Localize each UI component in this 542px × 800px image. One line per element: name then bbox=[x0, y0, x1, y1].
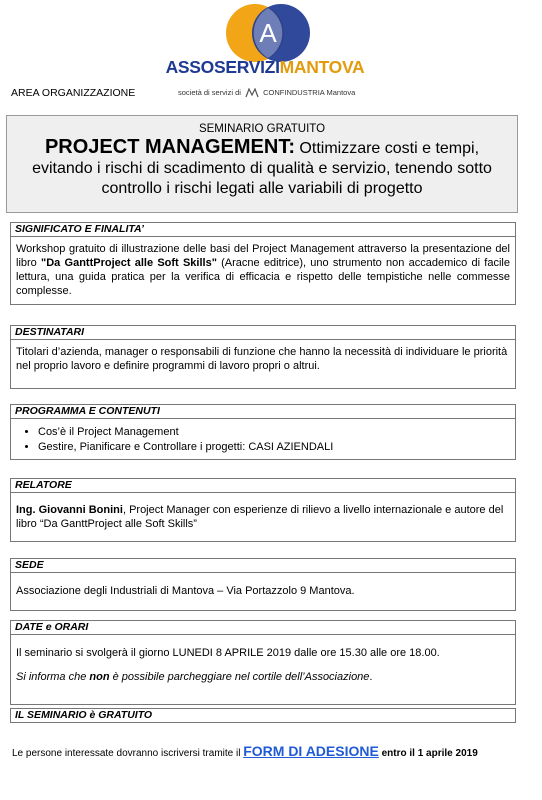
section-body bbox=[10, 492, 516, 542]
speaker-bio: , Project Manager con esperienze di rilievo a livello internazionale e autore del libro “Da GanttProject alle Soft Skills” bbox=[16, 504, 504, 530]
section-gratuito bbox=[10, 708, 516, 723]
title-box bbox=[6, 115, 518, 213]
section-heading: DATE e ORARI bbox=[10, 620, 516, 634]
headline-bold: PROJECT MANAGEMENT: bbox=[44, 136, 295, 158]
logo-circles-icon bbox=[218, 4, 318, 62]
logo-word-assoservizi: ASSOSERVIZI bbox=[165, 57, 280, 77]
section-heading: PROGRAMMA E CONTENUTI bbox=[10, 404, 516, 418]
section-programma bbox=[10, 404, 516, 460]
footer-note bbox=[12, 743, 478, 759]
parking-note: Si informa che non è possibile parcheggiare nel cortile dell’Associazione. bbox=[16, 671, 373, 683]
section-sede bbox=[10, 558, 516, 611]
date-line: Il seminario si svolgerà il giorno LUNEDI 8 APRILE 2019 dalle ore 15.30 alle ore 18.00. bbox=[16, 647, 440, 659]
section-heading: SIGNIFICATO E FINALITA’ bbox=[10, 222, 516, 236]
list-item: • Gestire, Pianificare e Controllare i progetti: CASI AZIENDALI bbox=[38, 440, 510, 455]
program-list bbox=[16, 425, 510, 455]
footer-before: Le persone interessate dovranno iscriversi tramite il bbox=[12, 748, 244, 759]
section-body: Associazione degli Industriali di Mantova – Via Portazzolo 9 Mantova. bbox=[10, 572, 516, 611]
logo-sub-after: CONFINDUSTRIA Mantova bbox=[263, 88, 356, 97]
logo-word-mantova: MANTOVA bbox=[279, 57, 365, 77]
parking-text-bold: non bbox=[89, 671, 110, 683]
section-significato bbox=[10, 222, 516, 305]
area-label: AREA ORGANIZZAZIONE bbox=[11, 87, 136, 99]
logo-wordmark bbox=[160, 57, 370, 77]
speaker-name: Ing. Giovanni Bonini bbox=[16, 504, 123, 516]
section-body bbox=[10, 634, 516, 705]
assoservizi-logo bbox=[160, 4, 370, 104]
headline-rest: Ottimizzare costi e tempi, evitando i rischi di scadimento di qualità e servizio, tenendo sotto controllo i rischi legati alle variabili di progetto bbox=[32, 140, 492, 197]
parking-text-b: è possibile parcheggiare nel cortile dell’Associazione bbox=[109, 671, 370, 683]
book-title: "Da GanttProject alle Soft Skills" bbox=[41, 257, 217, 269]
significato-text-2: (Aracne editrice), uno strumento non accademico di facile lettura, una guida pratica per la verifica di efficacia e rispetto delle tempistiche nelle commesse complesse. bbox=[16, 257, 510, 297]
section-heading: IL SEMINARIO è GRATUITO bbox=[10, 708, 516, 723]
seminar-headline bbox=[15, 137, 509, 199]
section-body: Titolari d’azienda, manager o responsabili di funzione che hanno la necessità di individuare le priorità nel proprio lavoro e definire programmi di lavoro propri o altrui. bbox=[10, 339, 516, 389]
section-date bbox=[10, 620, 516, 705]
confindustria-icon bbox=[245, 88, 259, 98]
section-destinatari bbox=[10, 325, 516, 389]
logo-sub-before: società di servizi di bbox=[178, 88, 241, 97]
logo-subtitle bbox=[178, 88, 355, 98]
significato-text-1: Workshop gratuito di illustrazione delle basi del Project Management attraverso la presentazione del libro bbox=[16, 243, 510, 269]
section-body bbox=[10, 236, 516, 305]
section-heading: SEDE bbox=[10, 558, 516, 572]
section-relatore bbox=[10, 478, 516, 542]
section-heading: RELATORE bbox=[10, 478, 516, 492]
logo-letter: A bbox=[259, 18, 277, 48]
footer-deadline: entro il 1 aprile 2019 bbox=[378, 748, 478, 759]
seminar-kicker: SEMINARIO GRATUITO bbox=[198, 123, 326, 135]
section-heading: DESTINATARI bbox=[10, 325, 516, 339]
form-adesione-link[interactable]: FORM DI ADESIONE bbox=[243, 743, 379, 759]
section-body bbox=[10, 418, 516, 460]
parking-text-a: Si informa che bbox=[16, 671, 90, 683]
list-item: • Cos’è il Project Management bbox=[38, 425, 510, 440]
